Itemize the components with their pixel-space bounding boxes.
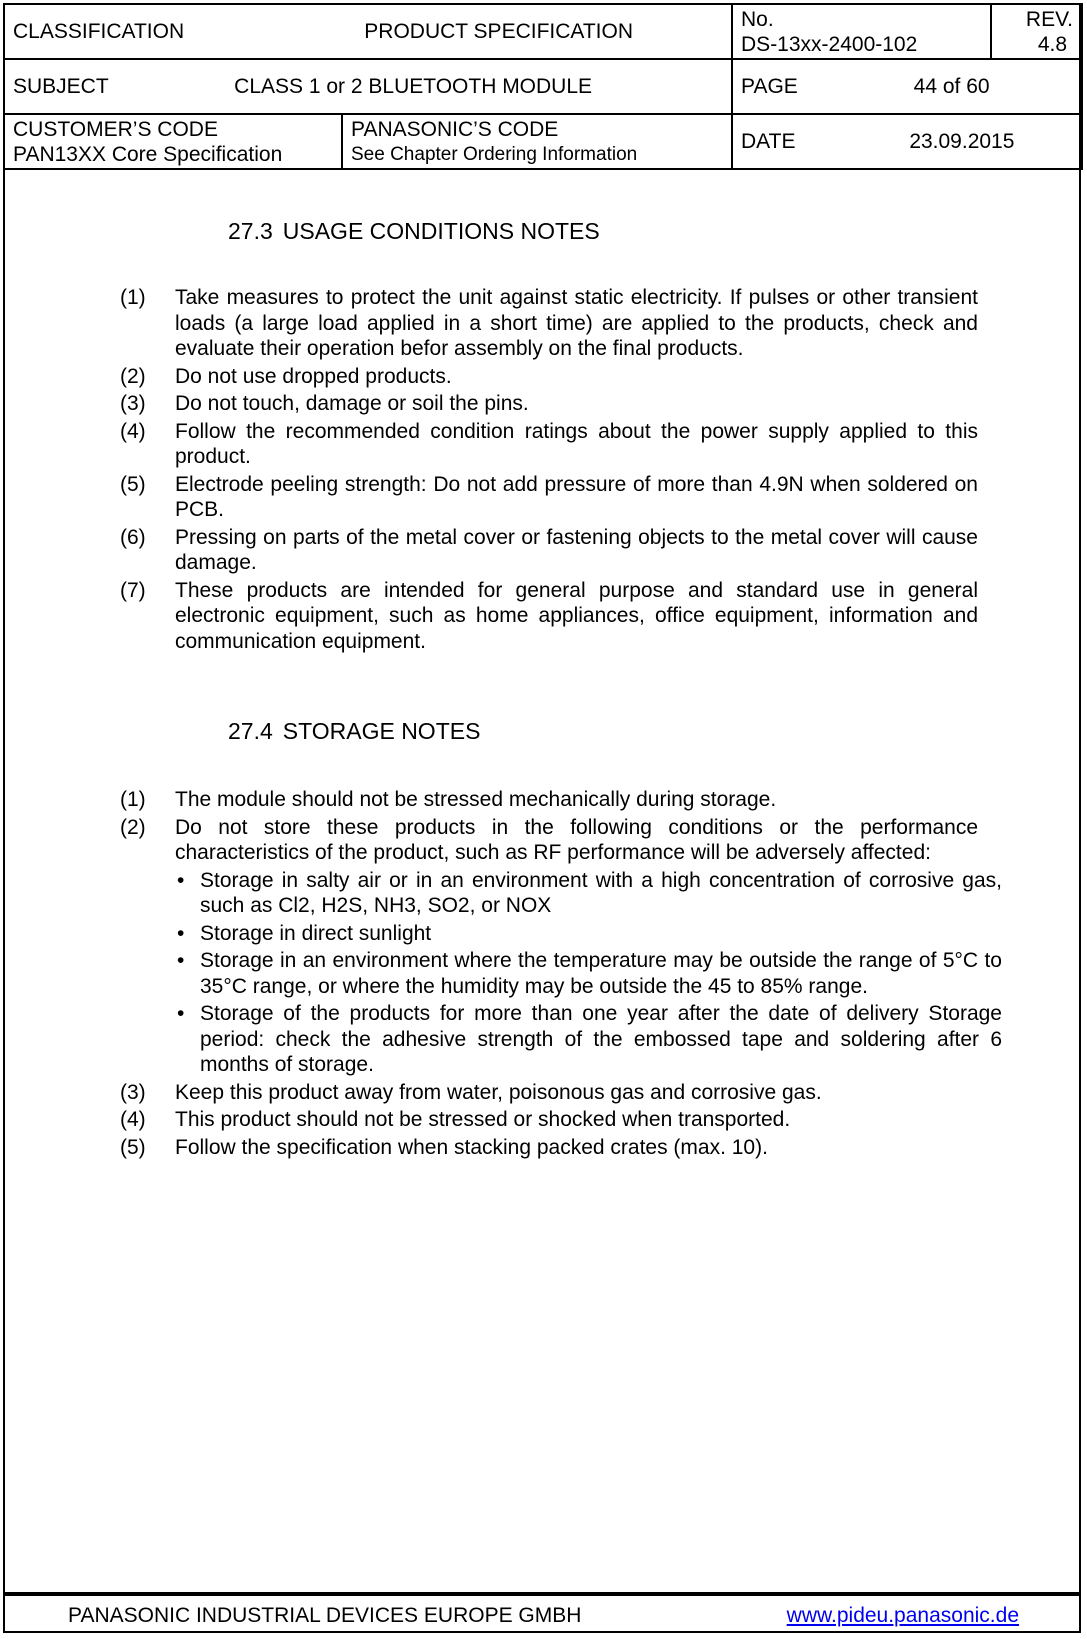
item-text: Take measures to protect the unit against static electricity. If pulses or other transient loads (a large load applied in a short time) are applied to the products, check and evaluate their operation befor assembly on the final products.	[175, 286, 978, 360]
revision-label: REV.	[1025, 7, 1074, 31]
doc-number-cell	[732, 4, 991, 59]
page-footer	[3, 1592, 1081, 1633]
footer-website-link[interactable]: www.pideu.panasonic.de	[786, 1604, 1019, 1627]
subject-value: CLASS 1 or 2 BLUETOOTH MODULE	[234, 75, 593, 98]
bullet-item	[175, 1001, 1002, 1078]
item-text: Follow the recommended condition ratings about the power supply applied to this product.	[175, 419, 978, 468]
classification-cell	[4, 4, 732, 59]
revision-value: 4.8	[1037, 32, 1068, 56]
list-item	[120, 391, 978, 417]
bullet-text: Storage in direct sunlight	[200, 921, 432, 945]
item-text: The module should not be stressed mechanically during storage.	[175, 788, 777, 811]
item-number: (7)	[120, 578, 146, 602]
panasonic-code-cell	[342, 114, 732, 169]
item-text: This product should not be stressed or shocked when transported.	[175, 1108, 791, 1131]
bullet-text: Storage in an environment where the temperature may be outside the range of 5°C to 35°C range, or where the humidity may be outside the 45 to 85% range.	[200, 949, 1002, 998]
item-number: (4)	[120, 1108, 146, 1131]
storage-conditions-bullets	[175, 868, 1002, 1078]
footer-company: PANASONIC INDUSTRIAL DEVICES EUROPE GMBH	[68, 1604, 582, 1627]
item-text: Keep this product away from water, poisonous gas and corrosive gas.	[175, 1080, 822, 1104]
date-cell	[732, 114, 1082, 169]
revision-cell	[991, 4, 1082, 59]
item-text: Pressing on parts of the metal cover or fastening objects to the metal cover will cause damage.	[175, 525, 978, 574]
panasonic-code-value: See Chapter Ordering Information	[351, 143, 638, 165]
bullet-text: Storage in salty air or in an environment with a high concentration of corrosive gas, such as Cl2, H2S, NH3, SO2, or NOX	[200, 868, 1002, 917]
item-number: (3)	[120, 1080, 146, 1104]
date-value: 23.09.2015	[909, 130, 1015, 153]
bullet-item	[175, 948, 1002, 999]
item-text: These products are intended for general purpose and standard use in general electronic equipment, such as home appliances, office equipment, information and communication equipment.	[175, 578, 978, 653]
list-item	[120, 578, 978, 655]
bullet-item	[175, 868, 1002, 919]
item-number: (5)	[120, 1135, 146, 1159]
list-item	[120, 1080, 978, 1106]
panasonic-code-label: PANASONIC’S CODE	[351, 117, 559, 141]
list-item	[120, 787, 978, 813]
storage-notes-heading	[228, 718, 480, 745]
bullet-glyph: •	[177, 868, 185, 892]
storage-notes-list	[120, 787, 1002, 1162]
list-item	[120, 815, 1002, 1078]
subject-cell	[4, 59, 732, 114]
bullet-glyph: •	[177, 949, 185, 972]
customer-code-value: PAN13XX Core Specification	[13, 142, 283, 166]
list-item	[120, 525, 978, 576]
item-number: (3)	[120, 392, 146, 415]
customer-code-cell	[4, 114, 342, 169]
item-number: (1)	[120, 788, 146, 811]
item-number: (2)	[120, 815, 146, 839]
bullet-glyph: •	[177, 1002, 185, 1025]
list-item	[120, 1135, 978, 1161]
list-item	[120, 285, 978, 362]
item-number: (5)	[120, 472, 146, 496]
list-item	[120, 1107, 978, 1133]
list-item	[120, 419, 978, 470]
page-value: 44 of 60	[913, 75, 990, 98]
item-number: (2)	[120, 364, 146, 388]
subject-label: SUBJECT	[13, 75, 109, 98]
bullet-glyph: •	[177, 921, 185, 945]
item-number: (1)	[120, 286, 146, 309]
date-label: DATE	[741, 130, 796, 153]
item-text: Follow the specification when stacking packed crates (max. 10).	[175, 1135, 768, 1159]
item-text: Electrode peeling strength: Do not add pressure of more than 4.9N when soldered on PCB.	[175, 472, 978, 521]
list-item	[120, 472, 978, 523]
item-number: (6)	[120, 525, 146, 549]
spec-header-table	[3, 3, 1083, 170]
bullet-item	[175, 921, 1002, 947]
usage-notes-title: USAGE CONDITIONS NOTES	[282, 218, 600, 244]
usage-notes-list	[120, 285, 978, 656]
storage-notes-title: STORAGE NOTES	[282, 718, 481, 744]
usage-notes-number: 27.3	[228, 218, 273, 244]
list-item	[120, 364, 978, 390]
item-number: (4)	[120, 419, 146, 443]
customer-code-label: CUSTOMER’S CODE	[13, 117, 218, 141]
classification-value: PRODUCT SPECIFICATION	[364, 20, 634, 43]
usage-notes-heading	[228, 218, 600, 245]
doc-number-label: No.	[741, 7, 774, 31]
page-cell	[732, 59, 1082, 114]
page-label: PAGE	[741, 75, 798, 98]
item-text: Do not use dropped products.	[175, 364, 452, 388]
doc-number-value: DS-13xx-2400-102	[741, 32, 918, 56]
bullet-text: Storage of the products for more than one year after the date of delivery Storage period: check the adhesive strength of the embossed tape and soldering after 6 months of storage.	[200, 1002, 1002, 1076]
item-text: Do not touch, damage or soil the pins.	[175, 392, 529, 415]
storage-notes-number: 27.4	[228, 718, 273, 744]
item-text: Do not store these products in the following conditions or the performance characteristics of the product, such as RF performance will be adversely affected:	[175, 815, 978, 864]
classification-label: CLASSIFICATION	[13, 20, 185, 43]
